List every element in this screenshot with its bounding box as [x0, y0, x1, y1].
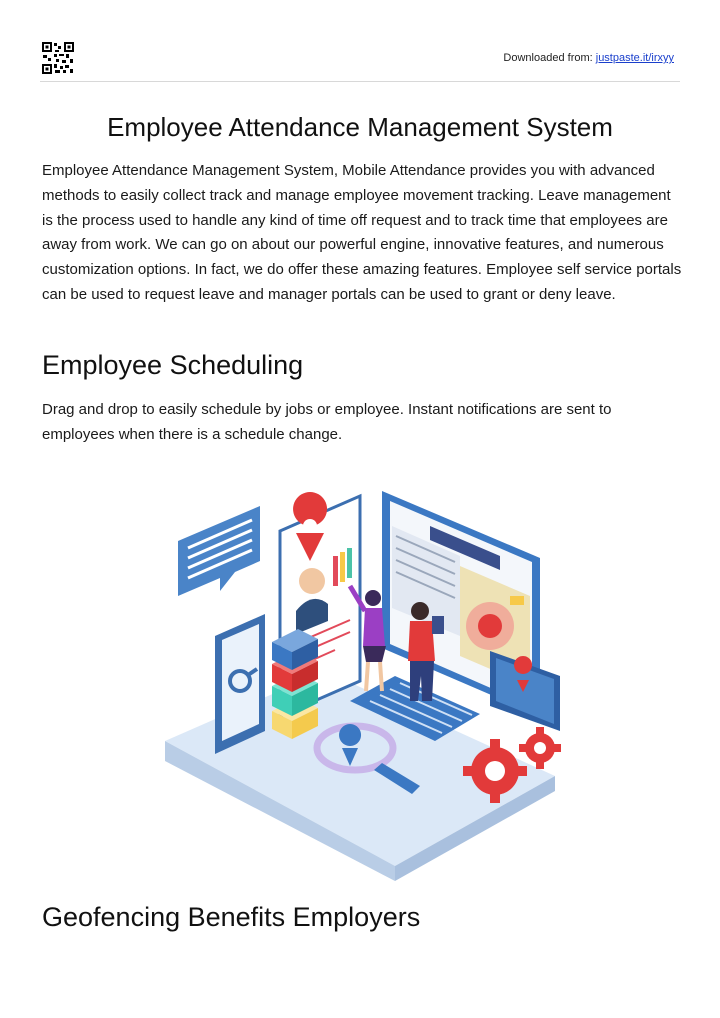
scheduling-paragraph: Drag and drop to easily schedule by jobs or employee. Instant notifications are sent to employees when there is a schedule change. [42, 401, 612, 443]
page-title: Employee Attendance Management System [107, 112, 613, 142]
attendance-illustration [160, 486, 570, 882]
intro-paragraph: Employee Attendance Management System, Mobile Attendance provides you with advanced methods to easily collect track and manage employee movement tracking. Leave management is the process used to handle any kind of time off request and to track time that employees are away from work. We can go on about our powerful engine, innovative features, and numerous customization options. In fact, we do offer these amazing features. Employee self service portals can be used to request leave and manager portals can be used to grant or deny leave. [42, 162, 682, 303]
download-source [503, 52, 674, 64]
header-divider [40, 81, 680, 82]
section-heading-scheduling: Employee Scheduling [42, 350, 304, 380]
qr-code-icon [42, 42, 74, 74]
download-link[interactable]: justpaste.it/irxyy [595, 52, 674, 64]
section-heading-geofencing: Geofencing Benefits Employers [42, 902, 421, 932]
download-prefix: Downloaded from: [503, 52, 596, 64]
